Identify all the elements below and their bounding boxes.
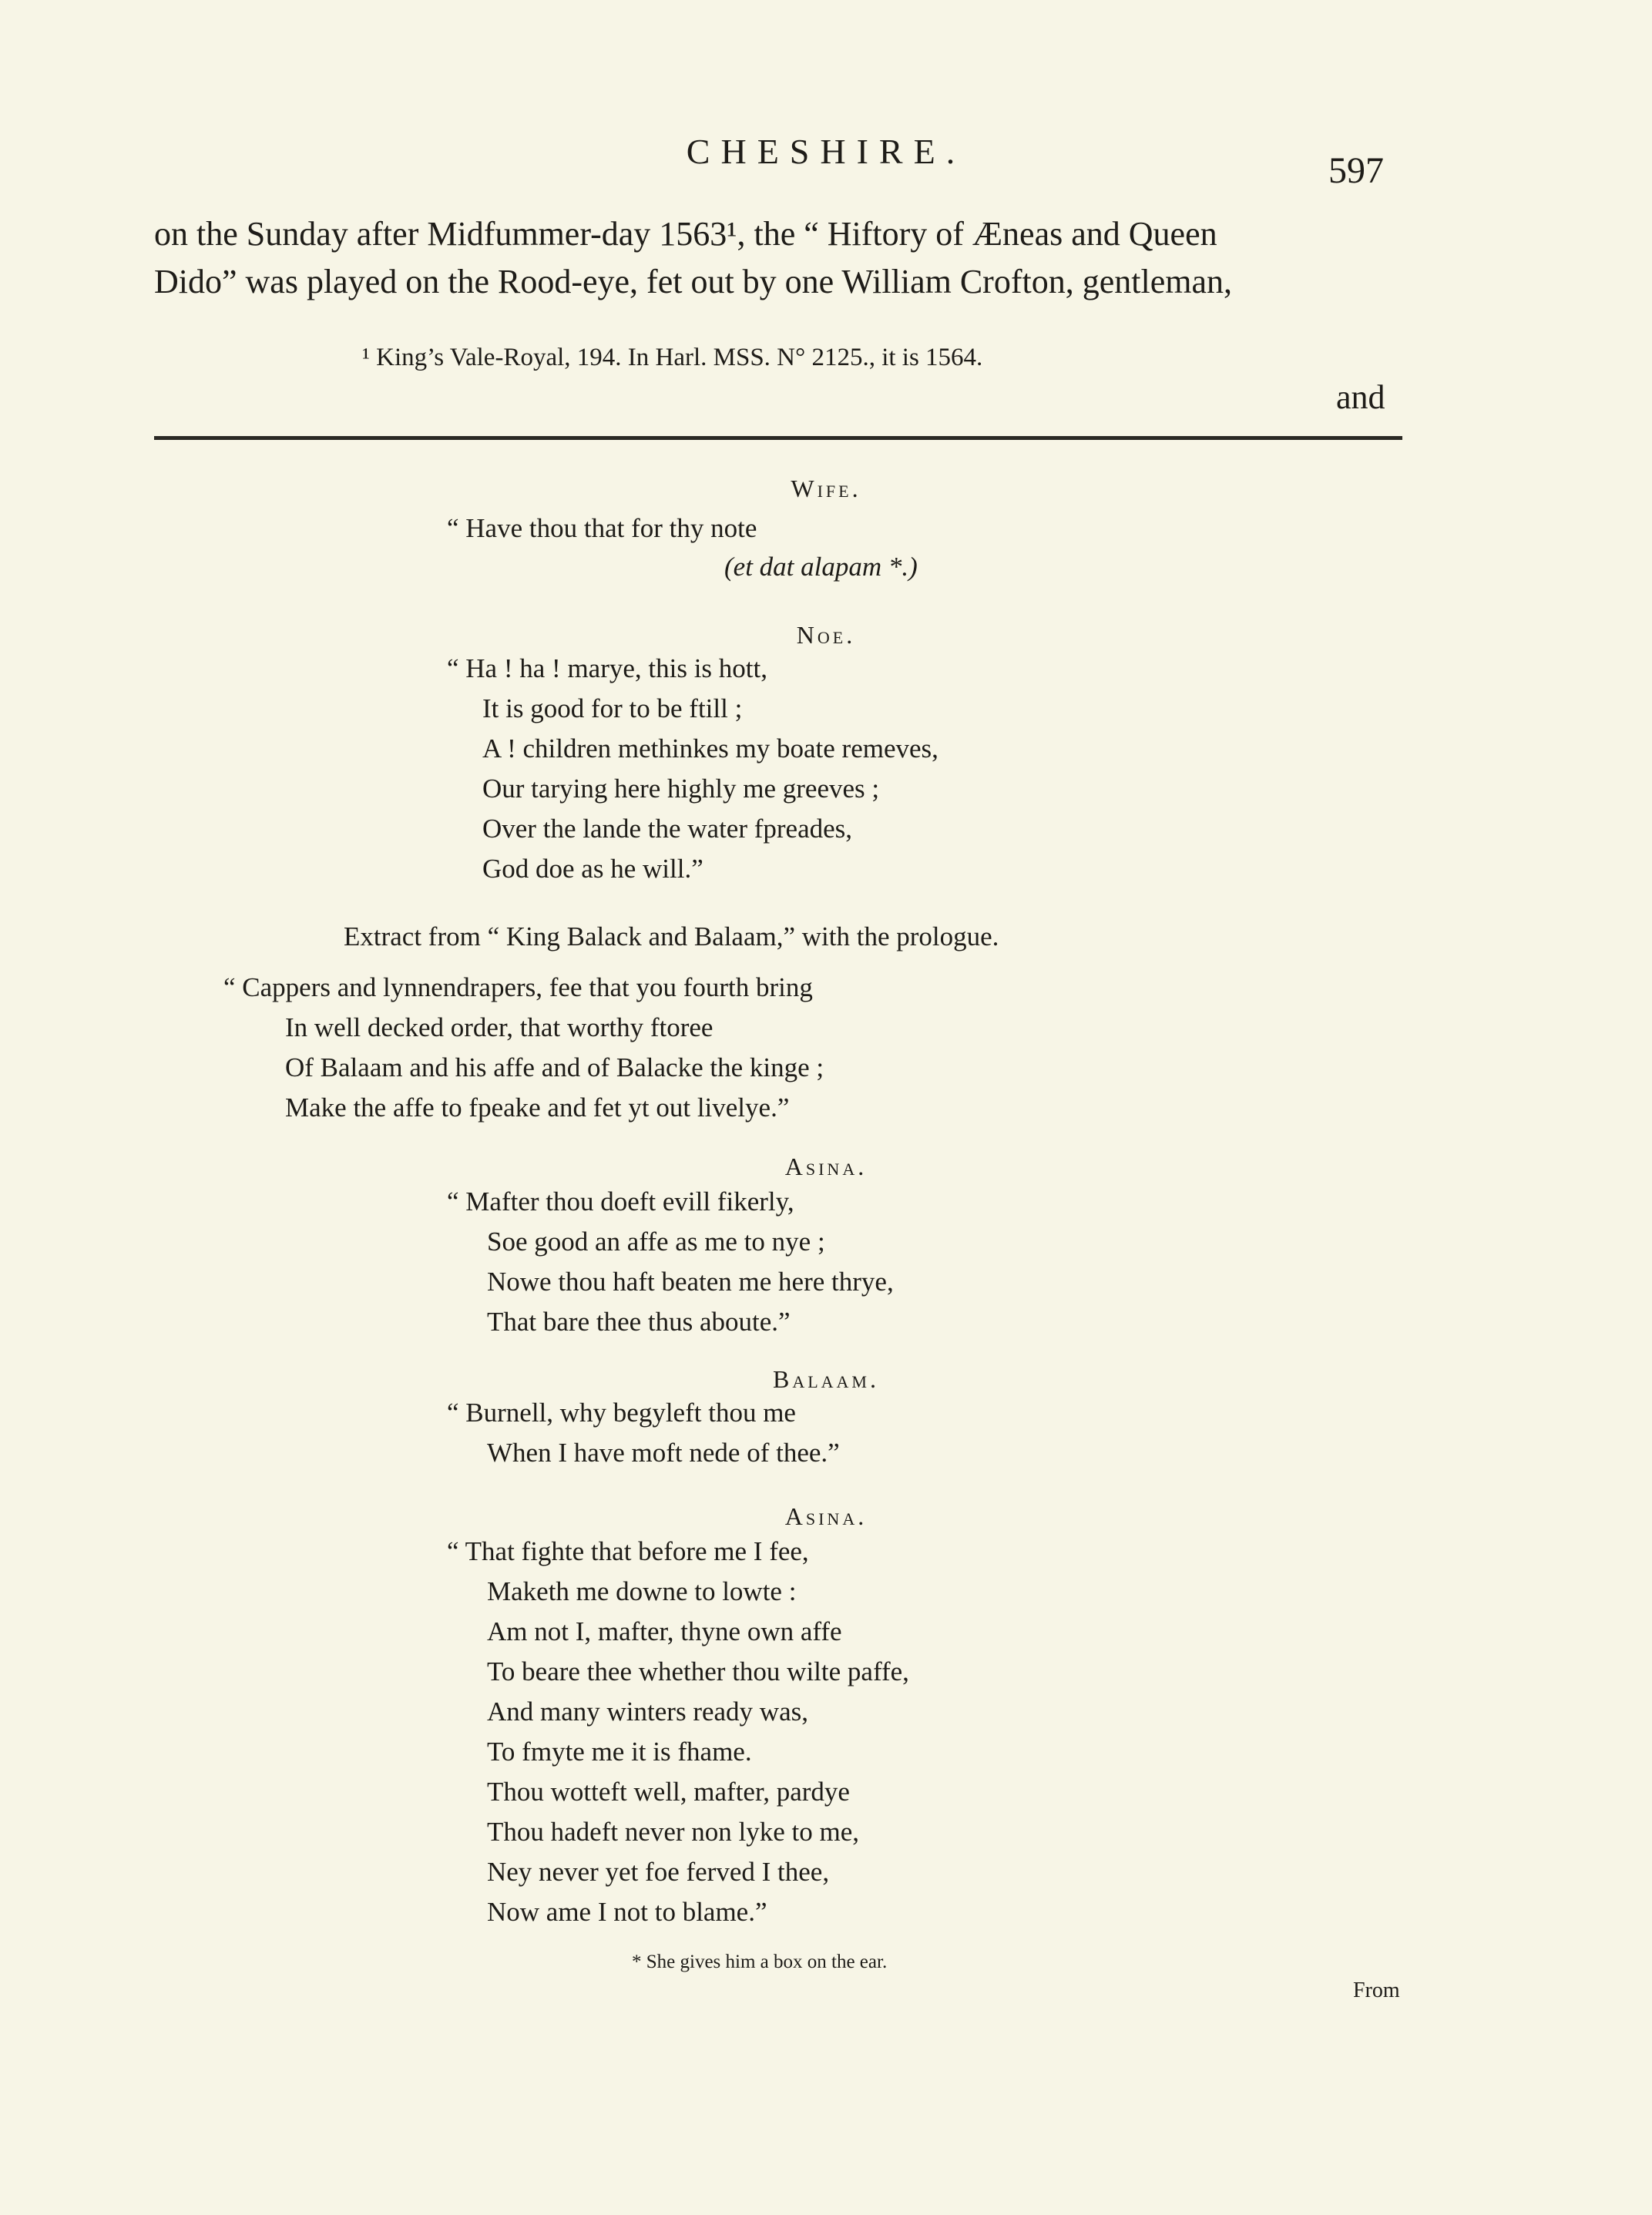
section-divider bbox=[154, 436, 1402, 440]
speaker-asina: Asina. bbox=[784, 1153, 868, 1180]
verse-line: Thou hadeft never non lyke to me, bbox=[487, 1817, 860, 1847]
speaker-noe: Noe. bbox=[796, 621, 856, 649]
verse-line: “ Mafter thou doeft evill fikerly, bbox=[447, 1186, 794, 1217]
running-head: CHESHIRE. bbox=[686, 132, 966, 171]
star-footnote: * She gives him a box on the ear. bbox=[632, 1952, 888, 1972]
catchword-from: From bbox=[1353, 1978, 1400, 2002]
verse-line: “ Ha ! ha ! marye, this is hott, bbox=[447, 653, 768, 683]
verse-line: “ Have thou that for thy note bbox=[447, 513, 757, 543]
page-number: 597 bbox=[1328, 150, 1384, 191]
speaker-balaam: Balaam. bbox=[772, 1365, 879, 1393]
verse-line: Maketh me downe to lowte : bbox=[487, 1576, 797, 1606]
verse-line: Our tarying here highly me greeves ; bbox=[482, 774, 880, 804]
body-line-1: on the Sunday after Midfummer-day 1563¹, the “ Hiftory of Æneas and Queen bbox=[154, 215, 1217, 253]
verse-line: “ That fighte that before me I fee, bbox=[447, 1536, 809, 1566]
verse-line: Make the affe to fpeake and fet yt out livelye.” bbox=[285, 1092, 790, 1123]
verse-line: God doe as he will.” bbox=[482, 854, 703, 884]
catchword-and: and bbox=[1336, 378, 1385, 416]
verse-line: Now ame I not to blame.” bbox=[487, 1897, 767, 1927]
verse-line: A ! children methinkes my boate remeves, bbox=[482, 733, 938, 764]
body-line-2: Dido” was played on the Rood-eye, fet out by one William Crofton, gentleman, bbox=[154, 263, 1232, 300]
verse-line: To fmyte me it is fhame. bbox=[487, 1737, 752, 1767]
footnote: ¹ King’s Vale-Royal, 194. In Harl. MSS. N° 2125., it is 1564. bbox=[362, 344, 983, 371]
verse-line: Of Balaam and his affe and of Balacke the kinge ; bbox=[285, 1052, 824, 1082]
verse-line: That bare thee thus aboute.” bbox=[487, 1307, 791, 1337]
verse-line: “ Cappers and lynnendrapers, fee that you fourth bring bbox=[223, 972, 813, 1002]
verse-line: Nowe thou haft beaten me here thrye, bbox=[487, 1267, 894, 1297]
verse-line: To beare thee whether thou wilte paffe, bbox=[487, 1656, 909, 1686]
verse-line: It is good for to be ftill ; bbox=[482, 693, 743, 723]
verse-line: Ney never yet foe ferved I thee, bbox=[487, 1857, 830, 1887]
stage-direction: (et dat alapam *.) bbox=[724, 552, 918, 582]
extract-heading: Extract from “ King Balack and Balaam,” with the prologue. bbox=[344, 921, 999, 951]
speaker-asina-2: Asina. bbox=[784, 1502, 868, 1530]
verse-line: “ Burnell, why begyleft thou me bbox=[447, 1398, 796, 1428]
verse-line: Am not I, mafter, thyne own affe bbox=[487, 1616, 842, 1646]
verse-line: Thou wotteft well, mafter, pardye bbox=[487, 1777, 850, 1807]
verse-line: In well decked order, that worthy ftoree bbox=[285, 1012, 714, 1042]
verse-line: When I have moft nede of thee.” bbox=[487, 1438, 840, 1468]
verse-line: And many winters ready was, bbox=[487, 1696, 808, 1727]
speaker-wife: Wife. bbox=[791, 475, 861, 502]
verse-line: Over the lande the water fpreades, bbox=[482, 814, 853, 844]
verse-line: Soe good an affe as me to nye ; bbox=[487, 1227, 825, 1257]
